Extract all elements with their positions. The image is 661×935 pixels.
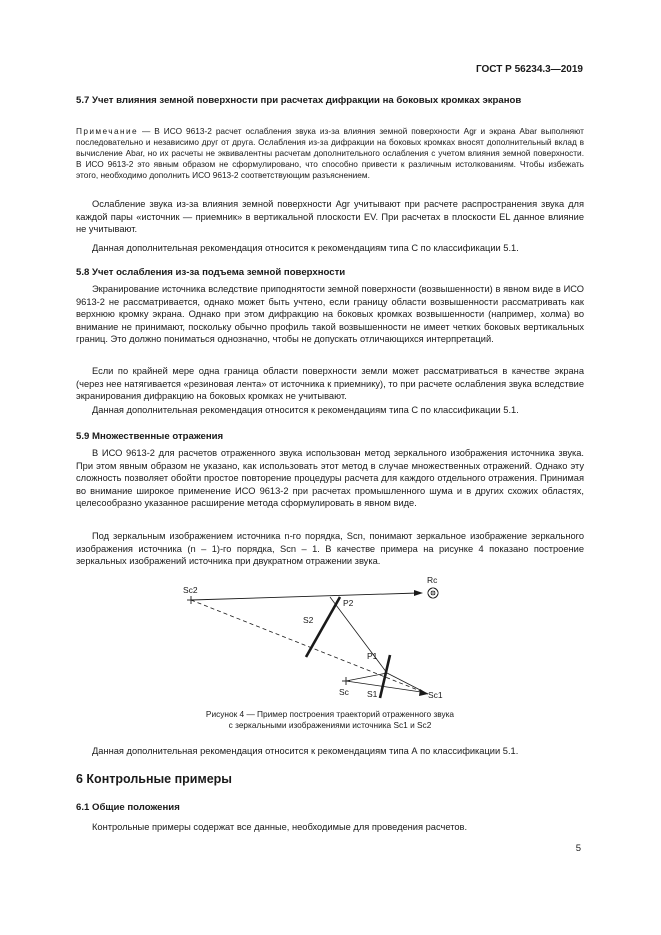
label-s2: S2 [303, 615, 314, 625]
section-5-8-para-1: Экранирование источника вследствие приподнятости земной поверхности (возвышенности) в явном виде в ИСО 9613-2 не рассматривается, однако может быть учтено, если границу области возвышенности рассматривать как верхнюю кромку экрана. Однако при этом дифракцию на боковых кромках возвышенности (например, холма) во внимание не принимают, поскольку обычно профиль такой возвышенности не имеет четких боковых вертикальных границ. Это должно пониматься однозначно, чтобы не допускать отличающихся интерпретаций. [76, 284, 584, 345]
marker-sc [342, 677, 350, 685]
section-6-1-para: Контрольные примеры содержат все данные, необходимые для проведения расчетов. [92, 822, 468, 832]
path-sc-p1 [346, 673, 387, 681]
figure-4-caption [150, 709, 510, 731]
arrow-head-sc1 [419, 689, 428, 696]
figure-caption-line-1: Рисунок 4 — Пример построения траекторий отраженного звука [205, 709, 455, 719]
section-5-8-para-3: Данная дополнительная рекомендация относится к рекомендациям типа С по классификации 5.1. [92, 405, 519, 415]
label-sc: Sc [339, 687, 349, 697]
barrier-s2 [306, 597, 340, 657]
arrow-head-rc [414, 590, 423, 596]
standard-number: ГОСТ Р 56234.3—2019 [475, 64, 583, 75]
section-6-1-title: 6.1 Общие положения [76, 802, 180, 813]
label-s1: S1 [367, 689, 378, 699]
receiver-icon [428, 588, 438, 598]
section-5-9-para-2: Под зеркальным изображением источника n-го порядка, Scn, понимают зеркальное изображение зеркального изображения источника (n – 1)-го порядка, Scn – 1. В качестве примера на рисунке 4 показано построение зеркальных изображений источника при двукратном отражении звука. [76, 531, 584, 567]
after-figure-para: Данная дополнительная рекомендация относится к рекомендациям типа А по классификации 5.1. [92, 746, 519, 756]
section-5-7-note: Примечание — В ИСО 9613-2 расчет ослабления звука из-за влияния земной поверхности Agr и экрана Abar выполняют последовательно и независимо друг от друга. Ослабления из-за дифракции на боковых кромках вносят дополнительный вклад в вычисление Abar, но их расчеты не эквивалентны расчетам дополнительного ослабления с учетом влияния земной поверхности. В ИСО 9613-2 это явным образом не сформулировано, что способно привести к различным истолкованиям. Чтобы избежать этого, необходимо дополнить ИСО 9613-2 соответствующим разъяснением. [76, 126, 584, 181]
label-rc: Rc [427, 575, 438, 585]
section-5-9-para-1: В ИСО 9613-2 для расчетов отраженного звука использован метод зеркального изображения источника звука. При этом явным образом не указано, как использовать этот метод в случае множественных отражений. Однако эту сложность позволяет обойти простое повторение процедуры расчета для каждого отдельного отражения. Принимая во внимание широкое применение ИСО 9613-2 при расчетах промышленного шума и в других схожих областях, целесообразно указанное расширение метода сформулировать в явном виде. [76, 448, 584, 509]
section-5-7-para-2: Данная дополнительная рекомендация относится к рекомендациям типа С по классификации 5.1. [92, 243, 519, 253]
path-sc2-rc [191, 593, 418, 600]
section-5-7-title: 5.7 Учет влияния земной поверхности при расчетах дифракции на боковых кромках экранов [76, 95, 522, 106]
section-6-title: 6 Контрольные примеры [76, 772, 232, 786]
path-p2-p1 [330, 597, 387, 673]
label-p1: P1 [367, 651, 378, 661]
section-5-8-para-2: Если по крайней мере одна граница области поверхности земли может рассматриваться в качестве экрана (через нее натягивается «резиновая лента» от источника к приемнику), то при расчете ослабления звука вследствие экранирования дифракцию на боковых кромках не учитывают. [76, 366, 584, 402]
label-p2: P2 [343, 598, 354, 608]
note-label: Примечание [76, 126, 139, 136]
section-5-9-title: 5.9 Множественные отражения [76, 431, 224, 442]
barrier-s1 [380, 655, 390, 698]
label-sc1: Sc1 [428, 690, 443, 700]
label-sc2: Sc2 [183, 585, 198, 595]
section-5-8-title: 5.8 Учет ослабления из-за подъема земной поверхности [76, 267, 346, 278]
page-number: 5 [575, 843, 581, 854]
marker-sc2 [187, 596, 195, 604]
figure-caption-line-2: с зеркальными изображениями источника Sc1 и Sc2 [228, 720, 432, 730]
section-5-7-para-1: Ослабление звука из-за влияния земной поверхности Agr учитывают при расчете распространения звука для каждой пары «источник — приемник» в вертикальной плоскости EV. При расчетах в плоскости EL данное влияние не учитывают. [76, 199, 584, 235]
